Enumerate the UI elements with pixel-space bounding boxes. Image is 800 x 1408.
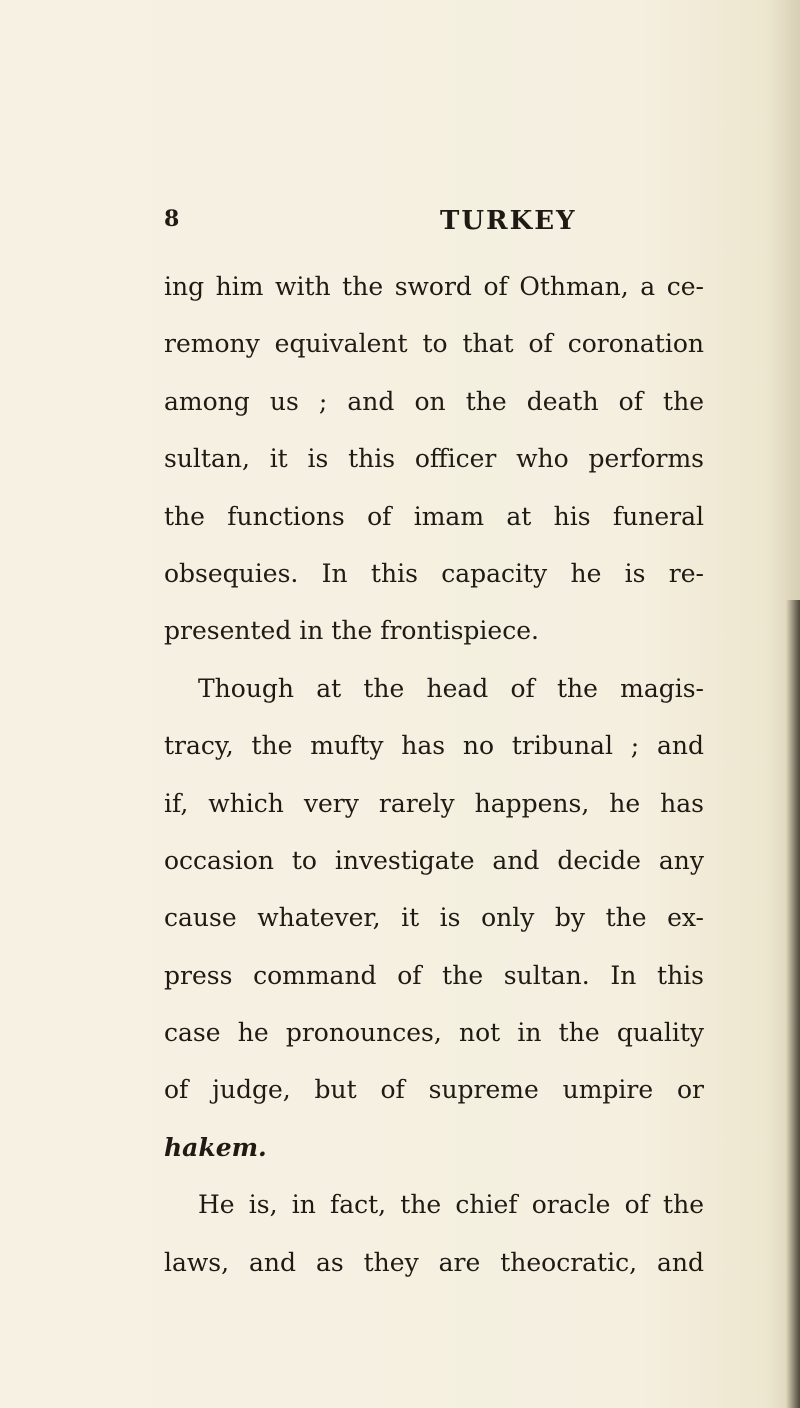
running-head: TURKEY: [440, 206, 577, 236]
page-number: 8: [164, 206, 181, 232]
text-line: tracy, the mufty has no tribunal ; and: [164, 731, 704, 761]
text-line: sultan, it is this officer who performs: [164, 444, 704, 474]
text-line: press command of the sultan. In this: [164, 960, 704, 990]
text-line: cause whatever, it is only by the ex-: [164, 903, 704, 933]
italic-term-line: hakem.: [164, 1132, 267, 1162]
text-line: the functions of imam at his funeral: [164, 501, 704, 531]
paragraph-start-line: Though at the head of the magis-: [198, 673, 704, 703]
text-line: occasion to investigate and decide any: [164, 845, 704, 875]
text-line: ing him with the sword of Othman, a ce-: [164, 272, 704, 301]
text-line: if, which very rarely happens, he has: [164, 788, 704, 818]
paragraph-start-line: He is, in fact, the chief oracle of the: [198, 1190, 704, 1220]
text-line: obsequies. In this capacity he is re-: [164, 558, 704, 588]
text-line: laws, and as they are theocratic, and: [164, 1247, 704, 1277]
text-line: of judge, but of supreme umpire or: [164, 1075, 704, 1105]
spine-shadow: [786, 600, 800, 1408]
body-text: [164, 266, 704, 1299]
page-header: [164, 206, 694, 240]
text-line: remony equivalent to that of coronation: [164, 329, 704, 359]
text-line: case he pronounces, not in the quality: [164, 1018, 704, 1048]
text-line: presented in the frontispiece.: [164, 616, 539, 646]
text-line: among us ; and on the death of the: [164, 386, 704, 416]
